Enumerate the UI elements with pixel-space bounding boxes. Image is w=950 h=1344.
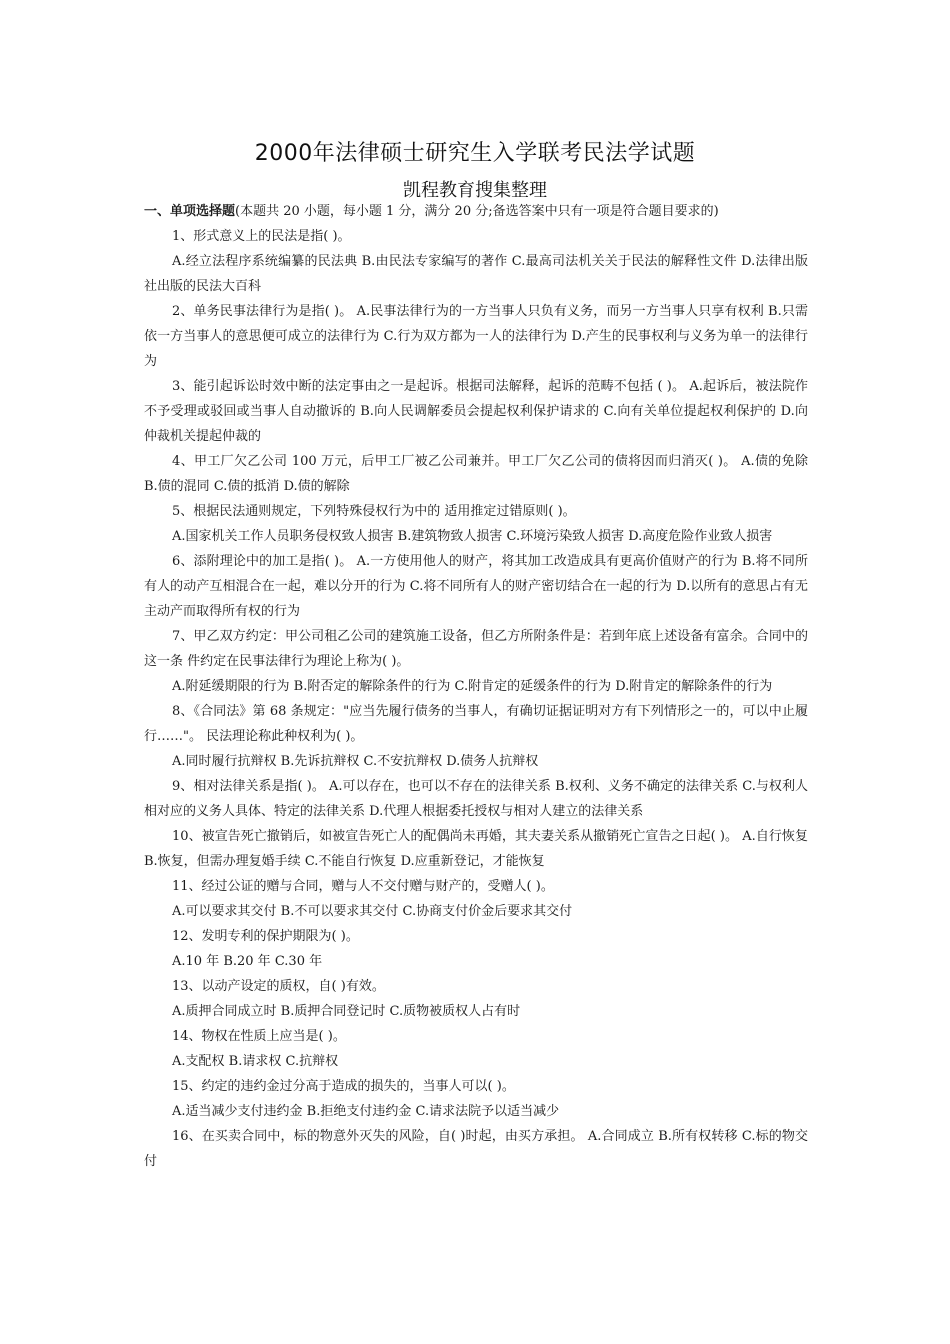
question-11: 11、经过公证的赠与合同，赠与人不交付赠与财产的，受赠人( )。: [172, 879, 554, 894]
question-1: 1、形式意义上的民法是指( )。: [172, 229, 351, 244]
question-4: 4、甲工厂欠乙公司 100 万元，后甲工厂被乙公司兼并。甲工厂欠乙公司的债将因而归消灭( )。 A.债的免除 B.债的混同 C.债的抵消 D.债的解除: [144, 454, 808, 494]
question-10: 10、被宣告死亡撤销后，如被宣告死亡人的配偶尚未再婚，其夫妻关系从撤销死亡宣告之日起( )。 A.自行恢复 B.恢复，但需办理复婚手续 C.不能自行恢复 D.应重新登记，才能恢复: [144, 829, 808, 869]
question-7: 7、甲乙双方约定：甲公司租乙公司的建筑施工设备，但乙方所附条件是：若到年底上述设备有富余。合同中的这一条 件约定在民事法律行为理论上称为( )。: [144, 629, 808, 669]
question-5: 5、根据民法通则规定，下列特殊侵权行为中的 适用推定过错原则( )。: [172, 504, 576, 519]
question-8-options: A.同时履行抗辩权 B.先诉抗辩权 C.不安抗辩权 D.债务人抗辩权: [172, 754, 539, 769]
question-7-options: A.附延缓期限的行为 B.附否定的解除条件的行为 C.附肯定的延缓条件的行为 D.附肯定的解除条件的行为: [172, 679, 773, 694]
question-6: 6、添附理论中的加工是指( )。 A.一方使用他人的财产，将其加工改造成具有更高价值财产的行为 B.将不同所有人的动产互相混合在一起，难以分开的行为 C.将不同所有人的财产密切结合在一起的行为 D.以所有的意思占有无主动产而取得所有权的行为: [144, 554, 808, 619]
document-subtitle: 凯程教育搜集整理: [403, 180, 547, 201]
question-16: 16、在买卖合同中，标的物意外灭失的风险，自( )时起，由买方承担。 A.合同成立 B.所有权转移 C.标的物交付: [144, 1129, 808, 1169]
question-14: 14、物权在性质上应当是( )。: [172, 1029, 346, 1044]
document-title: 2000年法律硕士研究生入学联考民法学试题: [254, 141, 696, 166]
question-15: 15、约定的违约金过分高于造成的损失的，当事人可以( )。: [172, 1079, 515, 1094]
question-2: 2、单务民事法律行为是指( )。 A.民事法律行为的一方当事人只负有义务，而另一方当事人只享有权利 B.只需依一方当事人的意思便可成立的法律行为 C.行为双方都为一人的法律行为 D.产生的民事权利与义务为单一的法律行为: [144, 304, 808, 369]
section-note: (本题共 20 小题，每小题 1 分，满分 20 分;备选答案中只有一项是符合题目要求的): [235, 204, 719, 219]
question-12: 12、发明专利的保护期限为( )。: [172, 929, 359, 944]
section-heading: 一、单项选择题: [144, 204, 236, 219]
question-11-options: A.可以要求其交付 B.不可以要求其交付 C.协商支付价金后要求其交付: [172, 904, 573, 919]
question-13: 13、以动产设定的质权，自( )有效。: [172, 979, 385, 994]
question-5-options: A.国家机关工作人员职务侵权致人损害 B.建筑物致人损害 C.环境污染致人损害 D.高度危险作业致人损害: [172, 529, 773, 544]
document-body: [144, 199, 808, 1174]
question-8: 8、《合同法》第 68 条规定："应当先履行债务的当事人，有确切证据证明对方有下列情形之一的，可以中止履行……"。 民法理论称此种权利为( )。: [144, 704, 808, 744]
question-14-options: A.支配权 B.请求权 C.抗辩权: [172, 1054, 339, 1069]
question-13-options: A.质押合同成立时 B.质押合同登记时 C.质物被质权人占有时: [172, 1004, 521, 1019]
question-1-options: A.经立法程序系统编纂的民法典 B.由民法专家编写的著作 C.最高司法机关关于民法的解释性文件 D.法律出版社出版的民法大百科: [144, 254, 808, 294]
question-15-options: A.适当减少支付违约金 B.拒绝支付违约金 C.请求法院予以适当减少: [172, 1104, 560, 1119]
question-3: 3、能引起诉讼时效中断的法定事由之一是起诉。根据司法解释，起诉的范畴不包括 ( )。 A.起诉后，被法院作不予受理或驳回或当事人自动撤诉的 B.向人民调解委员会提起权利保护请求的 C.向有关单位提起权利保护的 D.向仲裁机关提起仲裁的: [144, 379, 808, 444]
section-heading-line: [144, 199, 808, 224]
question-9: 9、相对法律关系是指( )。 A.可以存在，也可以不存在的法律关系 B.权利、义务不确定的法律关系 C.与权利人相对应的义务人具体、特定的法律关系 D.代理人根据委托授权与相对人建立的法律关系: [144, 779, 808, 819]
question-12-options: A.10 年 B.20 年 C.30 年: [172, 954, 323, 969]
